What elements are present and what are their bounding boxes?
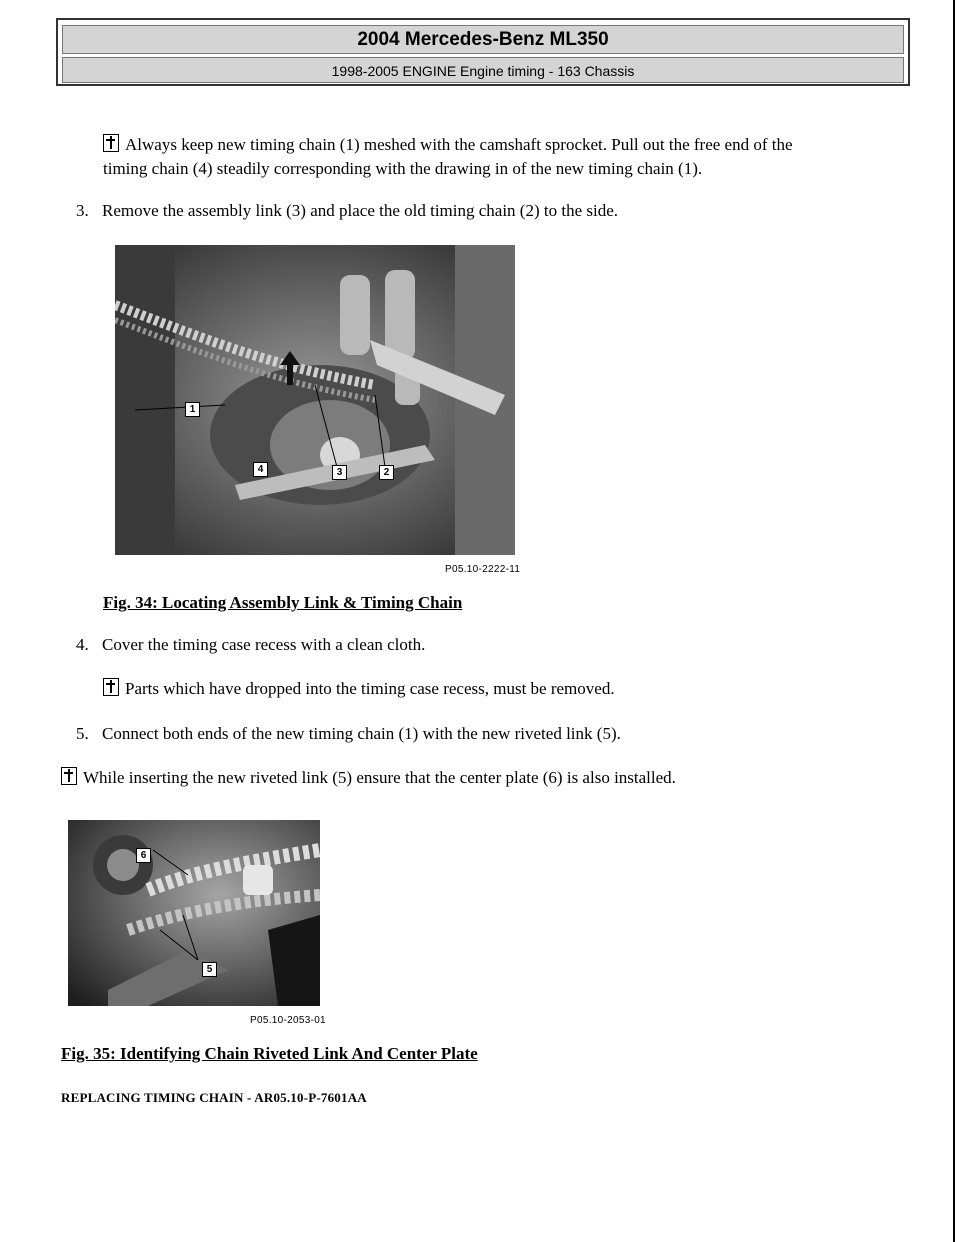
step-text: Remove the assembly link (3) and place the old timing chain (2) to the side.: [102, 201, 619, 220]
figure-35-code: P05.10-2053-01: [250, 1015, 326, 1026]
note-1-line-2: timing chain (4) steadily corresponding with the drawing in of the new timing chain (1).: [103, 159, 703, 178]
document-title: 2004 Mercedes-Benz ML350: [62, 25, 904, 54]
step-3: [76, 199, 618, 223]
callout-3: 3: [332, 465, 347, 480]
figure-34-photo: [115, 245, 515, 555]
callout-1: 1: [185, 402, 200, 417]
callout-6: 6: [136, 848, 151, 863]
callout-2: 2: [379, 465, 394, 480]
step-number: 3.: [76, 201, 89, 220]
figure-34-caption: Fig. 34: Locating Assembly Link & Timing Chain: [103, 593, 463, 612]
section-heading: REPLACING TIMING CHAIN - AR05.10-P-7601AA: [61, 1090, 367, 1105]
note-3: [61, 766, 676, 790]
note-icon: [103, 134, 119, 152]
engine-timing-photo-illustration: [115, 245, 515, 555]
note-3-text: While inserting the new riveted link (5) ensure that the center plate (6) is also installed.: [83, 768, 676, 787]
step-number: 5.: [76, 724, 89, 743]
figure-34-code: P05.10-2222-11: [445, 564, 521, 575]
note-2: [103, 677, 615, 701]
note-1-line-1: Always keep new timing chain (1) meshed with the camshaft sprocket. Pull out the free end of the: [125, 135, 793, 154]
step-text: Cover the timing case recess with a clean cloth.: [102, 635, 426, 654]
document-header: [56, 18, 910, 86]
callout-5: 5: [202, 962, 217, 977]
note-icon: [61, 767, 77, 785]
step-text: Connect both ends of the new timing chain (1) with the new riveted link (5).: [102, 724, 621, 743]
figure-35-caption: Fig. 35: Identifying Chain Riveted Link And Center Plate: [61, 1044, 478, 1063]
note-icon: [103, 678, 119, 696]
step-4: [76, 633, 425, 657]
step-5: [76, 722, 621, 746]
step-number: 4.: [76, 635, 89, 654]
callout-4: 4: [253, 462, 268, 477]
figure-35-photo: [68, 820, 320, 1006]
document-subtitle: 1998-2005 ENGINE Engine timing - 163 Chassis: [62, 57, 904, 83]
note-1: [103, 133, 793, 157]
riveted-link-photo-illustration: [68, 820, 320, 1006]
note-2-text: Parts which have dropped into the timing case recess, must be removed.: [125, 679, 615, 698]
